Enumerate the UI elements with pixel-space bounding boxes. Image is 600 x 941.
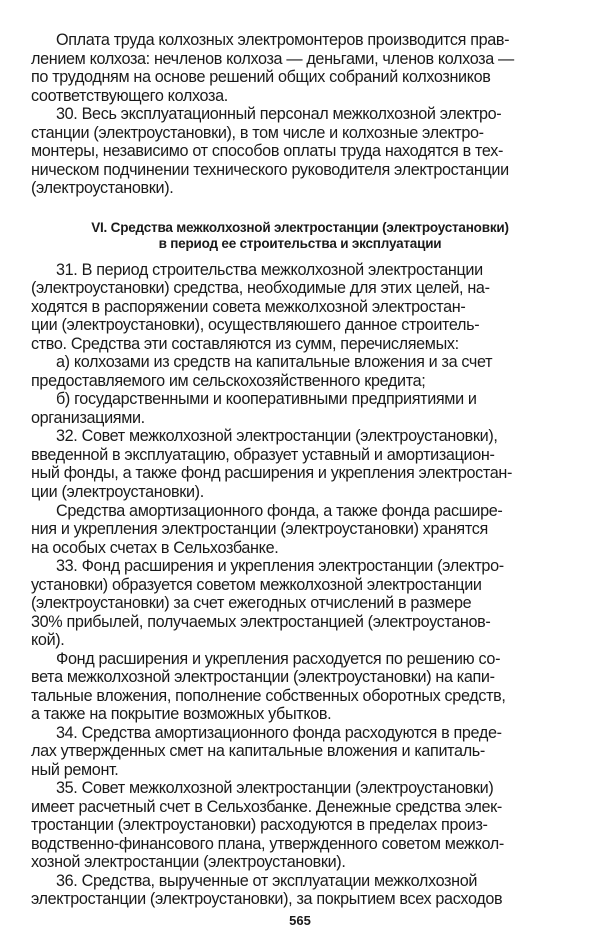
text-line: водственно-финансового плана, утвержденного советом межкол- [31, 835, 504, 853]
text-line: Фонд расширения и укрепления расходуется по решению со- [56, 650, 501, 668]
text-line: ство. Средства эти составляются из сумм, перечисляемых: [31, 335, 459, 353]
text-line: тальные вложения, пополнение собственных оборотных средств, [31, 687, 506, 705]
text-line: имеет расчетный счет в Сельхозбанке. Денежные средства элек- [31, 798, 502, 816]
text-line: кой). [31, 631, 65, 649]
text-line: 33. Фонд расширения и укрепления электростанции (электро- [56, 557, 504, 575]
text-line: (электроустановки) средства, необходимые для этих целей, на- [31, 279, 490, 297]
text-line: на особых счетах в Сельхозбанке. [31, 539, 279, 557]
text-line: Средства амортизационного фонда, а также фонда расшире- [56, 502, 503, 520]
text-line: тростанции (электроустановки) расходуются в пределах произ- [31, 816, 488, 834]
text-line: ническом подчинении технического руководителя электростанции [31, 161, 509, 179]
text-line: лах утвержденных смет на капитальные вложения и капиталь- [31, 742, 485, 760]
text-line: лением колхоза: нечленов колхоза — деньгами, членов колхоза — [31, 50, 514, 68]
text-line: Оплата труда колхозных электромонтеров производится прав- [56, 31, 510, 49]
text-line: 32. Совет межколхозной электростанции (электроустановки), [56, 427, 498, 445]
text-line: соответствующего колхоза. [31, 87, 228, 105]
text-line: (электроустановки) за счет ежегодных отчислений в размере [31, 594, 472, 612]
section-heading-subtitle: в период ее строительства и эксплуатации [158, 236, 442, 251]
text-line: 34. Средства амортизационного фонда расходуются в преде- [56, 724, 502, 742]
text-line: введенной в эксплуатацию, образует уставный и амортизацион- [31, 446, 495, 464]
page-number: 565 [289, 913, 311, 928]
text-line: ный фонды, а также фонд расширения и укрепления электростан- [31, 464, 513, 482]
text-line: а) колхозами из средств на капитальные вложения и за счет [56, 353, 493, 371]
text-line: предоставляемого им сельскохозяйственного кредита; [31, 372, 426, 390]
text-line: 30% прибылей, получаемых электростанцией (электроустанов- [31, 613, 491, 631]
text-line: вета межколхозной электростанции (электроустановки) на капи- [31, 668, 495, 686]
section-heading: VI. Средства межколхозной электростанции (электроустановки) [91, 220, 509, 235]
text-line: монтеры, независимо от способов оплаты труда находятся в тех- [31, 142, 503, 160]
text-line: хозной электростанции (электроустановки). [31, 853, 346, 871]
text-line: 35. Совет межколхозной электростанции (электроустановки) [56, 779, 494, 797]
text-line: ходятся в распоряжении совета межколхозной электростан- [31, 298, 466, 316]
text-line: станции (электроустановки), в том числе и колхозные электро- [31, 124, 484, 142]
text-line: организациями. [31, 409, 145, 427]
text-line: 36. Средства, вырученные от эксплуатации межколхозной [56, 872, 478, 890]
text-line: 31. В период строительства межколхозной электростанции [56, 261, 483, 279]
text-line: ции (электроустановки). [31, 483, 204, 501]
text-line: электростанции (электроустановки), за покрытием всех расходов [31, 890, 503, 908]
text-line: а также на покрытие возможных убытков. [31, 705, 332, 723]
text-line: ния и укрепления электростанции (электроустановки) хранятся [31, 520, 488, 538]
text-line: установки) образуется советом межколхозной электростанции [31, 576, 482, 594]
text-line: по трудодням на основе решений общих собраний колхозников [31, 68, 491, 86]
text-line: б) государственными и кооперативными предприятиями и [56, 390, 477, 408]
text-line: ции (электроустановки), осуществляюшего данное строитель- [31, 316, 480, 334]
text-line: ный ремонт. [31, 761, 119, 779]
text-line: 30. Весь эксплуатационный персонал межколхозной электро- [56, 105, 502, 123]
text-line: (электроустановки). [31, 179, 174, 197]
